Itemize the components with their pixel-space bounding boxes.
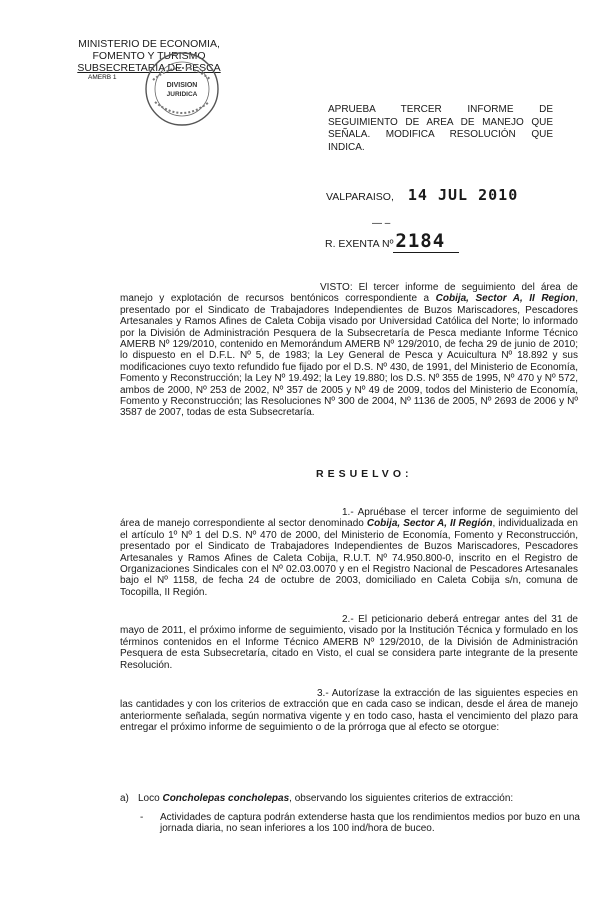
ministry-name-line2: FOMENTO Y TURISMO <box>92 50 206 62</box>
point-1-text-1: 1.- Apruébase el tercer informe de seguimiento del área de manejo correspondiente al sector denominado <box>120 507 578 530</box>
resolution-summary: APRUEBA TERCER INFORME DE SEGUIMIENTO DE AREA DE MANEJO QUE SEÑALA. MODIFICA RESOLUCIÓN QUE INDICA. <box>328 104 553 153</box>
visto-paragraph <box>120 282 578 419</box>
point-2-text: 2.- El peticionario deberá entregar antes del 31 de mayo de 2011, el próximo informe de seguimiento, visado por la Institución Técnica y formulado en los términos contenidos en el Informe Técnico AMERB Nº 129/2010, de la División de Administración Pesquera de esta Subsecretaría, citado en Visto, el cual se considera parte integrante de la presente Resolución. <box>120 614 578 671</box>
visto-text-2: , presentado por el Sindicato de Trabajadores Independientes de Buzos Mariscadores, Pescadores Artesanales y Ramos Afines de Caleta Cobija visado por Universidad Católica del Norte; lo informado por la División de Administración Pesquera de la Subsecretaría de Pesca mediante Informe Técnico AMERB Nº 129/2010, contenido en Memorándum AMERB Nº 129/2010, de fecha 29 de junio de 2010; lo dispuesto en el D.F.L. Nº 5, de 1983; la Ley General de Pesca y Acuicultura Nº 18.892 y sus modificaciones cuyo texto refundido fue fijado por el D.S. Nº 430, de 1991, del Ministerio de Economía, Fomento y Reconstrucción; la Ley Nº 19.492; la Ley 19.880; los D.S. Nº 355 de 1995, Nº 470 y Nº 572, ambos de 2000, Nº 253 de 2002, Nº 357 de 2005 y Nº 49 de 2009, todos del Ministerio de Economía, Fomento y Reconstrucción; las Resoluciones Nº 300 de 2004, Nº 1136 de 2005, Nº 2693 de 2006 y Nº 3587 de 2007, todas de esta Subsecretaría. <box>120 293 578 419</box>
visto-lead: VISTO: <box>320 282 353 293</box>
resolution-point-3 <box>120 688 578 734</box>
item-a-text-2: , observando los siguientes criterios de extracción: <box>289 793 514 804</box>
item-a-label: a) <box>120 793 129 804</box>
ministry-name-line1: MINISTERIO DE ECONOMIA, <box>78 38 220 50</box>
bullet-1-mark: - <box>140 812 144 823</box>
item-a <box>120 793 513 804</box>
point-1-text-2: , individualizada en el artículo 1º Nº 1 del D.S. Nº 470 de 2000, del Ministerio de Economía, Fomento y Reconstrucción, presentado por el Sindicato de Trabajadores Independientes de Buzos Mariscadores, Pescadores Artesanales y Ramos Afines de Caleta Cobija, R.U.T. Nº 74.950.800-0, inscrito en el Registro de Organizaciones Sindicales con el Nº 02.03.0070 y en el Registro Nacional de Pescadores Artesanales bajo el Nº 1158, de fecha 24 de octubre de 2003, domiciliado en Caleta Cobija s/n, comuna de Tocopilla, II Región. <box>120 518 578 598</box>
point-1-sector: Cobija, Sector A, II Región <box>366 518 493 530</box>
date-stamp: 14 JUL 2010 <box>407 186 519 204</box>
visto-text-1: El tercer informe de seguimiento del área de manejo y explotación de recursos bentónicos correspondiente a <box>120 282 578 305</box>
point-3-text: 3.- Autorízase la extracción de las siguientes especies en las cantidades y con los criterios de extracción que en cada caso se indican, desde el área de manejo anteriormente señalada, según normativa vigente y en todo caso, hasta el vencimiento del plazo para entregar el próximo informe de seguimiento o de la prórroga que al efecto se otorgue: <box>120 688 578 734</box>
subsecretaria-name: SUBSECRETARIA DE PESCA <box>77 62 221 74</box>
bullet-1-text: Actividades de captura podrán extenderse hasta que los rendimientos medios por buzo en una jornada diaria, no sean inferiores a los 100 ind/hora de buceo. <box>160 812 580 835</box>
exenta-label: R. EXENTA Nº <box>325 238 394 250</box>
place-label: VALPARAISO, <box>326 191 394 203</box>
division-juridica-stamp <box>143 50 221 128</box>
visto-place-name: Cobija, Sector A, II Region <box>435 293 576 305</box>
item-a-species: Concholepas concholepas <box>162 793 290 804</box>
item-a-text-1: Loco <box>138 793 163 804</box>
exenta-line <box>325 230 459 252</box>
resolution-point-1 <box>120 507 578 598</box>
resuelvo-heading: RESUELVO: <box>316 468 413 480</box>
stamp-line1: DIVISION <box>166 82 198 89</box>
number-dash-mark: — – <box>372 218 391 229</box>
stamp-line2: JURIDICA <box>166 91 198 98</box>
resolution-point-2 <box>120 614 578 671</box>
document-code: AMERB 1 <box>88 74 117 81</box>
exenta-number: 2184 <box>393 230 459 253</box>
place-date <box>326 186 518 204</box>
